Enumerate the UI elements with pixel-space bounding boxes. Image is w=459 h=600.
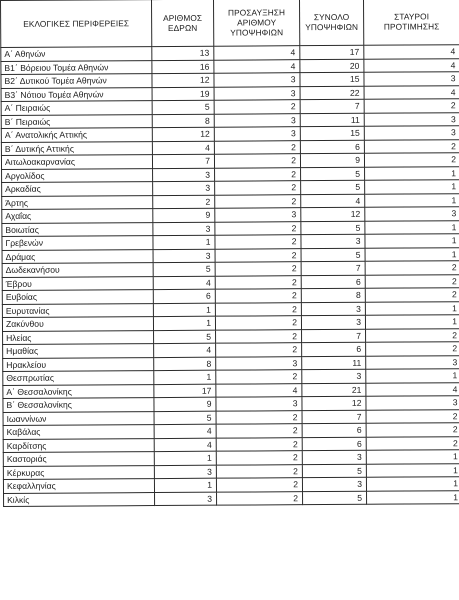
cell-seats: 4 (154, 424, 216, 438)
cell-region: Αχαΐας (2, 209, 153, 223)
cell-total: 8 (301, 288, 365, 302)
cell-seats: 1 (153, 303, 215, 317)
table-body (1, 45, 459, 507)
cell-preference: 1 (366, 463, 459, 477)
cell-preference: 3 (365, 207, 459, 221)
cell-bonus: 3 (214, 113, 300, 127)
cell-region: Καβάλας (3, 425, 154, 439)
header-region: ΕΚΛΟΓΙΚΕΣ ΠΕΡΙΦΕΡΕΙΕΣ (1, 0, 152, 47)
cell-total: 12 (301, 207, 365, 221)
cell-bonus: 3 (214, 73, 300, 87)
cell-region: Ζακύνθου (2, 317, 153, 331)
cell-bonus: 2 (216, 478, 302, 492)
cell-total: 3 (302, 450, 366, 464)
cell-seats: 4 (153, 276, 215, 290)
cell-region: Β΄ Θεσσαλονίκης (3, 398, 154, 412)
cell-total: 5 (303, 491, 367, 505)
cell-region: Β3΄ Νότιου Τομέα Αθηνών (1, 87, 152, 101)
cell-seats: 5 (154, 411, 216, 425)
cell-preference: 2 (364, 99, 459, 113)
cell-seats: 1 (154, 451, 216, 465)
cell-preference: 2 (366, 436, 459, 450)
cell-preference: 3 (364, 126, 459, 140)
cell-region: Κεφαλληνίας (3, 479, 154, 493)
cell-total: 5 (301, 167, 365, 181)
cell-seats: 8 (154, 357, 216, 371)
cell-region: Αιτωλοακαρνανίας (1, 155, 152, 169)
cell-seats: 3 (154, 465, 216, 479)
cell-preference: 2 (364, 153, 459, 167)
cell-seats: 16 (152, 60, 214, 74)
cell-region: Ηλείας (3, 330, 154, 344)
cell-total: 6 (300, 140, 364, 154)
cell-seats: 13 (152, 46, 214, 60)
cell-bonus: 2 (215, 235, 301, 249)
cell-seats: 12 (152, 73, 214, 87)
cell-bonus: 2 (215, 194, 301, 208)
cell-bonus: 3 (214, 86, 300, 100)
cell-preference: 2 (366, 423, 459, 437)
cell-seats: 1 (153, 235, 215, 249)
header-row (1, 0, 459, 47)
cell-bonus: 3 (216, 356, 302, 370)
cell-total: 20 (300, 59, 364, 73)
cell-region: Ευρυτανίας (2, 303, 153, 317)
cell-seats: 9 (153, 208, 215, 222)
cell-bonus: 4 (214, 46, 300, 60)
cell-total: 4 (301, 194, 365, 208)
cell-bonus: 2 (214, 154, 300, 168)
table-row (4, 490, 459, 506)
cell-region: Δράμας (2, 249, 153, 263)
cell-region: Ηρακλείου (3, 357, 154, 371)
cell-seats: 5 (154, 330, 216, 344)
cell-seats: 19 (152, 87, 214, 101)
cell-total: 22 (300, 86, 364, 100)
cell-preference: 1 (365, 193, 459, 207)
cell-total: 3 (301, 315, 365, 329)
cell-total: 6 (301, 275, 365, 289)
cell-total: 7 (302, 329, 366, 343)
cell-bonus: 2 (215, 289, 301, 303)
cell-region: Α΄ Πειραιώς (1, 101, 152, 115)
cell-preference: 1 (365, 247, 459, 261)
cell-region: Ευβοίας (2, 290, 153, 304)
cell-total: 5 (302, 464, 366, 478)
cell-total: 6 (302, 342, 366, 356)
cell-seats: 7 (152, 154, 214, 168)
cell-seats: 3 (155, 492, 217, 506)
cell-region: Β΄ Δυτικής Αττικής (1, 141, 152, 155)
cell-total: 11 (302, 356, 366, 370)
cell-preference: 3 (364, 72, 459, 86)
cell-seats: 2 (153, 195, 215, 209)
cell-seats: 3 (153, 222, 215, 236)
cell-total: 17 (300, 45, 364, 59)
cell-seats: 3 (153, 168, 215, 182)
cell-bonus: 2 (216, 370, 302, 384)
cell-bonus: 2 (216, 329, 302, 343)
cell-preference: 2 (365, 274, 459, 288)
cell-bonus: 2 (215, 248, 301, 262)
cell-seats: 4 (152, 141, 214, 155)
cell-total: 5 (301, 180, 365, 194)
cell-preference: 2 (366, 409, 459, 423)
cell-region: Αργολίδος (2, 168, 153, 182)
cell-seats: 1 (153, 316, 215, 330)
cell-preference: 2 (365, 288, 459, 302)
cell-preference: 4 (366, 382, 459, 396)
cell-region: Β΄ Πειραιώς (1, 114, 152, 128)
cell-preference: 2 (366, 328, 459, 342)
cell-bonus: 2 (216, 343, 302, 357)
cell-total: 3 (302, 477, 366, 491)
cell-bonus: 2 (216, 464, 302, 478)
cell-bonus: 3 (216, 397, 302, 411)
cell-preference: 1 (365, 315, 459, 329)
cell-region: Β1΄ Βόρειου Τομέα Αθηνών (1, 60, 152, 74)
cell-bonus: 2 (216, 451, 302, 465)
cell-total: 21 (302, 383, 366, 397)
cell-bonus: 2 (214, 100, 300, 114)
cell-bonus: 2 (217, 491, 303, 505)
cell-seats: 6 (153, 289, 215, 303)
cell-seats: 8 (152, 114, 214, 128)
cell-total: 7 (302, 410, 366, 424)
cell-bonus: 2 (216, 424, 302, 438)
cell-bonus: 2 (216, 410, 302, 424)
cell-preference: 1 (366, 450, 459, 464)
cell-region: Καρδίτσης (3, 438, 154, 452)
cell-total: 3 (301, 234, 365, 248)
cell-total: 7 (301, 261, 365, 275)
cell-region: Κιλκίς (4, 492, 155, 506)
cell-region: Θεσπρωτίας (3, 371, 154, 385)
cell-region: Α΄ Ανατολικής Αττικής (1, 128, 152, 142)
cell-seats: 12 (152, 127, 214, 141)
cell-preference: 1 (365, 301, 459, 315)
cell-total: 5 (301, 221, 365, 235)
cell-bonus: 2 (215, 262, 301, 276)
cell-preference: 1 (367, 490, 459, 504)
cell-preference: 3 (364, 112, 459, 126)
cell-total: 15 (300, 126, 364, 140)
cell-preference: 1 (365, 220, 459, 234)
cell-region: Β2΄ Δυτικού Τομέα Αθηνών (1, 74, 152, 88)
cell-preference: 4 (364, 85, 459, 99)
cell-bonus: 2 (215, 221, 301, 235)
cell-bonus: 3 (215, 208, 301, 222)
cell-bonus: 3 (214, 127, 300, 141)
cell-region: Έβρου (2, 276, 153, 290)
cell-seats: 4 (154, 438, 216, 452)
cell-region: Ιωαννίνων (3, 411, 154, 425)
cell-seats: 17 (154, 384, 216, 398)
cell-preference: 4 (364, 45, 459, 59)
cell-bonus: 2 (214, 140, 300, 154)
cell-bonus: 2 (216, 437, 302, 451)
cell-total: 3 (301, 302, 365, 316)
cell-total: 9 (300, 153, 364, 167)
cell-region: Αρκαδίας (2, 182, 153, 196)
cell-total: 3 (302, 369, 366, 383)
cell-total: 6 (302, 437, 366, 451)
cell-preference: 2 (365, 261, 459, 275)
cell-preference: 4 (364, 58, 459, 72)
cell-bonus: 4 (214, 59, 300, 73)
cell-preference: 1 (366, 477, 459, 491)
cell-region: Βοιωτίας (2, 222, 153, 236)
cell-bonus: 2 (215, 275, 301, 289)
cell-preference: 3 (366, 355, 459, 369)
cell-region: Γρεβενών (2, 236, 153, 250)
cell-preference: 1 (365, 234, 459, 248)
cell-seats: 1 (154, 370, 216, 384)
cell-bonus: 2 (215, 302, 301, 316)
cell-seats: 4 (154, 343, 216, 357)
cell-bonus: 2 (215, 181, 301, 195)
table-header (1, 0, 459, 47)
cell-seats: 1 (154, 478, 216, 492)
cell-bonus: 2 (215, 316, 301, 330)
cell-preference: 2 (364, 139, 459, 153)
cell-region: Α΄ Θεσσαλονίκης (3, 384, 154, 398)
cell-seats: 9 (154, 397, 216, 411)
cell-total: 7 (300, 99, 364, 113)
cell-bonus: 4 (216, 383, 302, 397)
cell-total: 11 (300, 113, 364, 127)
header-total: ΣΥΝΟΛΟ ΥΠΟΨΗΦΙΩΝ (299, 0, 363, 46)
header-preference: ΣΤΑΥΡΟΙ ΠΡΟΤΙΜΗΣΗΣ (363, 0, 459, 45)
cell-seats: 5 (152, 100, 214, 114)
cell-seats: 5 (153, 262, 215, 276)
cell-region: Α΄ Αθηνών (1, 47, 152, 61)
cell-region: Δωδεκανήσου (2, 263, 153, 277)
cell-region: Κέρκυρας (3, 465, 154, 479)
cell-total: 12 (302, 396, 366, 410)
cell-region: Άρτης (2, 195, 153, 209)
cell-bonus: 2 (215, 167, 301, 181)
cell-total: 15 (300, 72, 364, 86)
cell-preference: 2 (366, 342, 459, 356)
header-bonus: ΠΡΟΣΑΥΞΗΣΗ ΑΡΙΘΜΟΥ ΥΠΟΨΗΦΙΩΝ (213, 0, 299, 46)
cell-total: 5 (301, 248, 365, 262)
cell-total: 6 (302, 423, 366, 437)
cell-seats: 3 (153, 181, 215, 195)
cell-preference: 1 (365, 166, 459, 180)
cell-preference: 3 (366, 396, 459, 410)
cell-region: Ημαθίας (3, 344, 154, 358)
cell-preference: 1 (366, 369, 459, 383)
cell-region: Καστοριάς (3, 452, 154, 466)
cell-seats: 3 (153, 249, 215, 263)
header-seats: ΑΡΙΘΜΟΣ ΕΔΡΩΝ (152, 0, 214, 47)
cell-preference: 1 (365, 180, 459, 194)
